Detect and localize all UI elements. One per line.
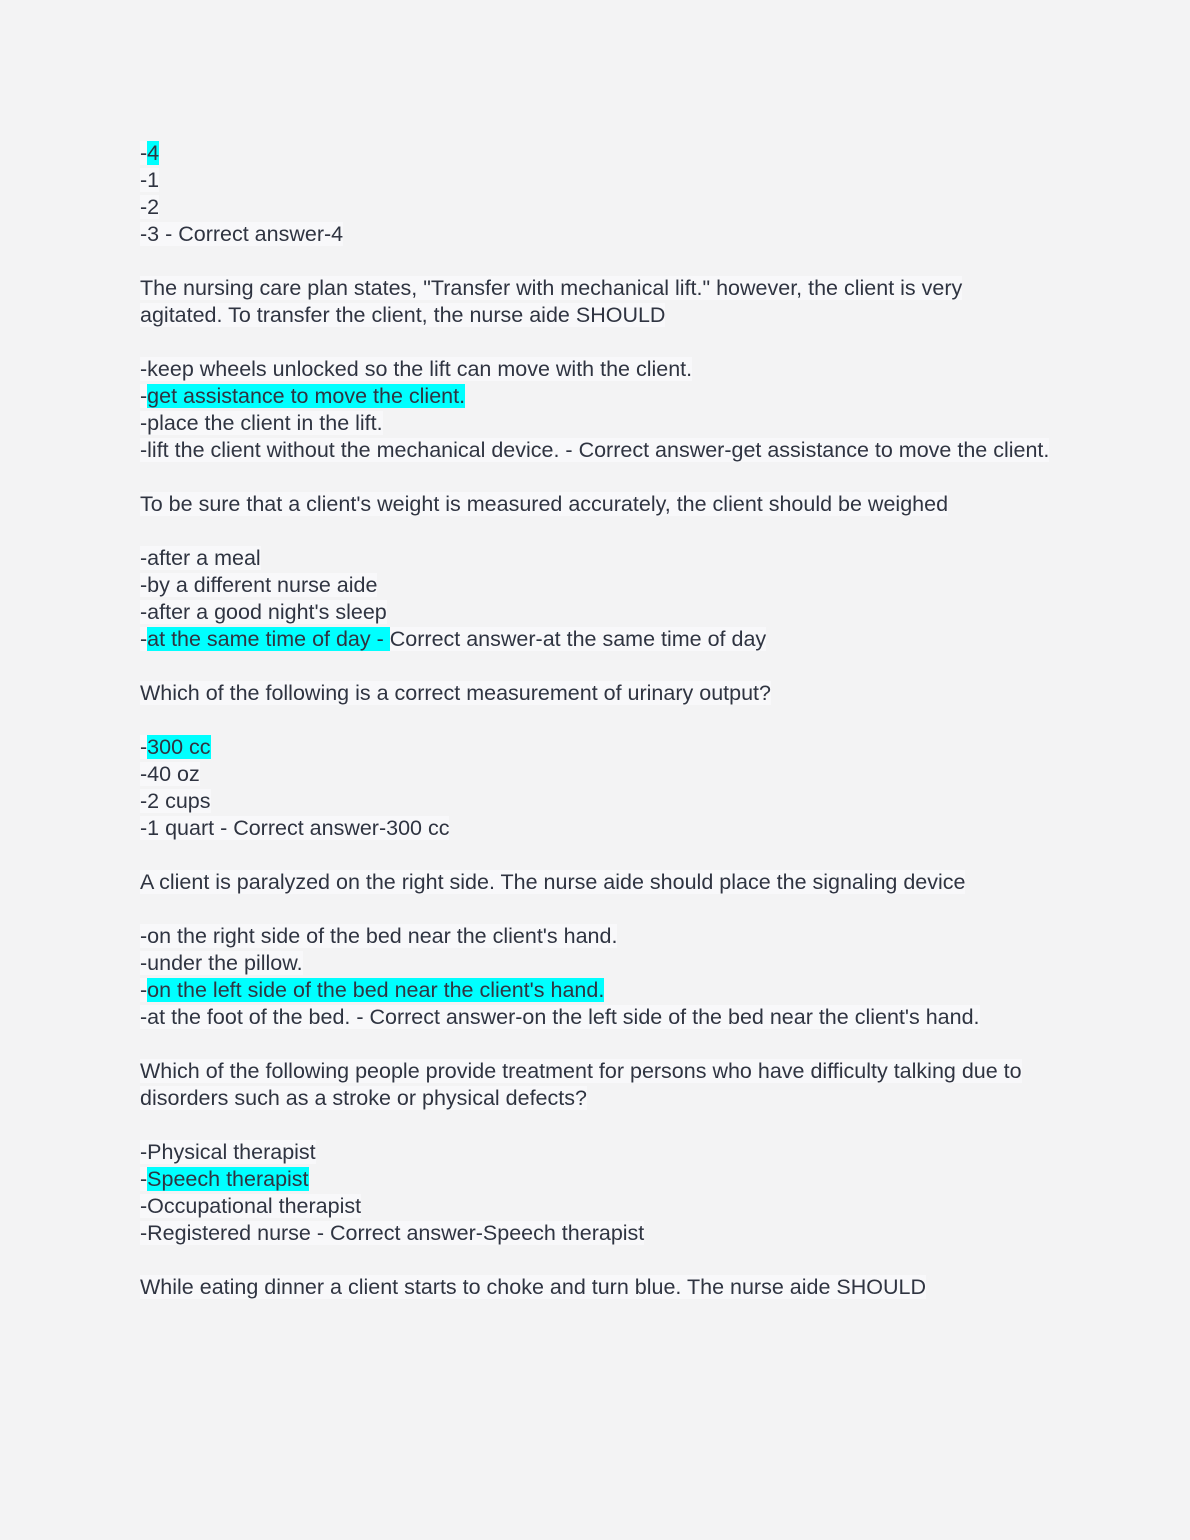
answer-option: -keep wheels unlocked so the lift can move with the client. [140, 357, 693, 381]
answer-option: -2 cups [140, 789, 211, 813]
answer-option: -lift the client without the mechanical device. - Correct answer-get assistance to move the client. [140, 438, 1050, 462]
answer-option: -Physical therapist [140, 1140, 316, 1164]
answer-option: -300 cc [140, 735, 211, 759]
highlighted-answer: 4 [147, 141, 160, 165]
highlighted-answer: at the same time of day - [147, 627, 390, 651]
answer-option: -at the same time of day - Correct answer-at the same time of day [140, 627, 767, 651]
answer-option: -at the foot of the bed. - Correct answer-on the left side of the bed near the client's hand. [140, 1005, 980, 1029]
question-text: While eating dinner a client starts to choke and turn blue. The nurse aide SHOULD [140, 1275, 926, 1299]
answer-option: -1 quart - Correct answer-300 cc [140, 816, 450, 840]
question-block [140, 275, 1050, 464]
question-block [140, 680, 1050, 842]
question-text: A client is paralyzed on the right side. The nurse aide should place the signaling device [140, 870, 966, 894]
answer-option: -40 oz [140, 762, 200, 786]
answer-option: -4 [140, 141, 160, 165]
document-content [140, 140, 1050, 1301]
highlighted-answer: Speech therapist [147, 1167, 309, 1191]
answer-option: -under the pillow. [140, 951, 303, 975]
answer-option: -on the left side of the bed near the client's hand. [140, 978, 605, 1002]
answer-option: -by a different nurse aide [140, 573, 378, 597]
answer-option: -on the right side of the bed near the client's hand. [140, 924, 618, 948]
answer-option: -place the client in the lift. [140, 411, 383, 435]
answer-option: -3 - Correct answer-4 [140, 222, 344, 246]
question-block [140, 1274, 1050, 1301]
question-text: To be sure that a client's weight is measured accurately, the client should be weighed [140, 492, 949, 516]
question-block [140, 140, 1050, 248]
answer-option: -1 [140, 168, 160, 192]
question-text: Which of the following is a correct measurement of urinary output? [140, 681, 771, 705]
answer-option: -2 [140, 195, 160, 219]
question-block [140, 491, 1050, 653]
answer-option: -Registered nurse - Correct answer-Speech therapist [140, 1221, 645, 1245]
answer-option: -get assistance to move the client. [140, 384, 466, 408]
question-text: Which of the following people provide treatment for persons who have difficulty talking due to disorders such as a stroke or physical defects? [140, 1059, 1022, 1110]
highlighted-answer: on the left side of the bed near the client's hand. [147, 978, 605, 1002]
answer-option: -Occupational therapist [140, 1194, 362, 1218]
answer-option: -after a good night's sleep [140, 600, 387, 624]
highlighted-answer: get assistance to move the client. [147, 384, 466, 408]
answer-option: -after a meal [140, 546, 261, 570]
question-block [140, 869, 1050, 1031]
question-block [140, 1058, 1050, 1247]
highlighted-answer: 300 cc [147, 735, 211, 759]
answer-option: -Speech therapist [140, 1167, 309, 1191]
question-text: The nursing care plan states, "Transfer with mechanical lift." however, the client is very agitated. To transfer the client, the nurse aide SHOULD [140, 276, 963, 327]
